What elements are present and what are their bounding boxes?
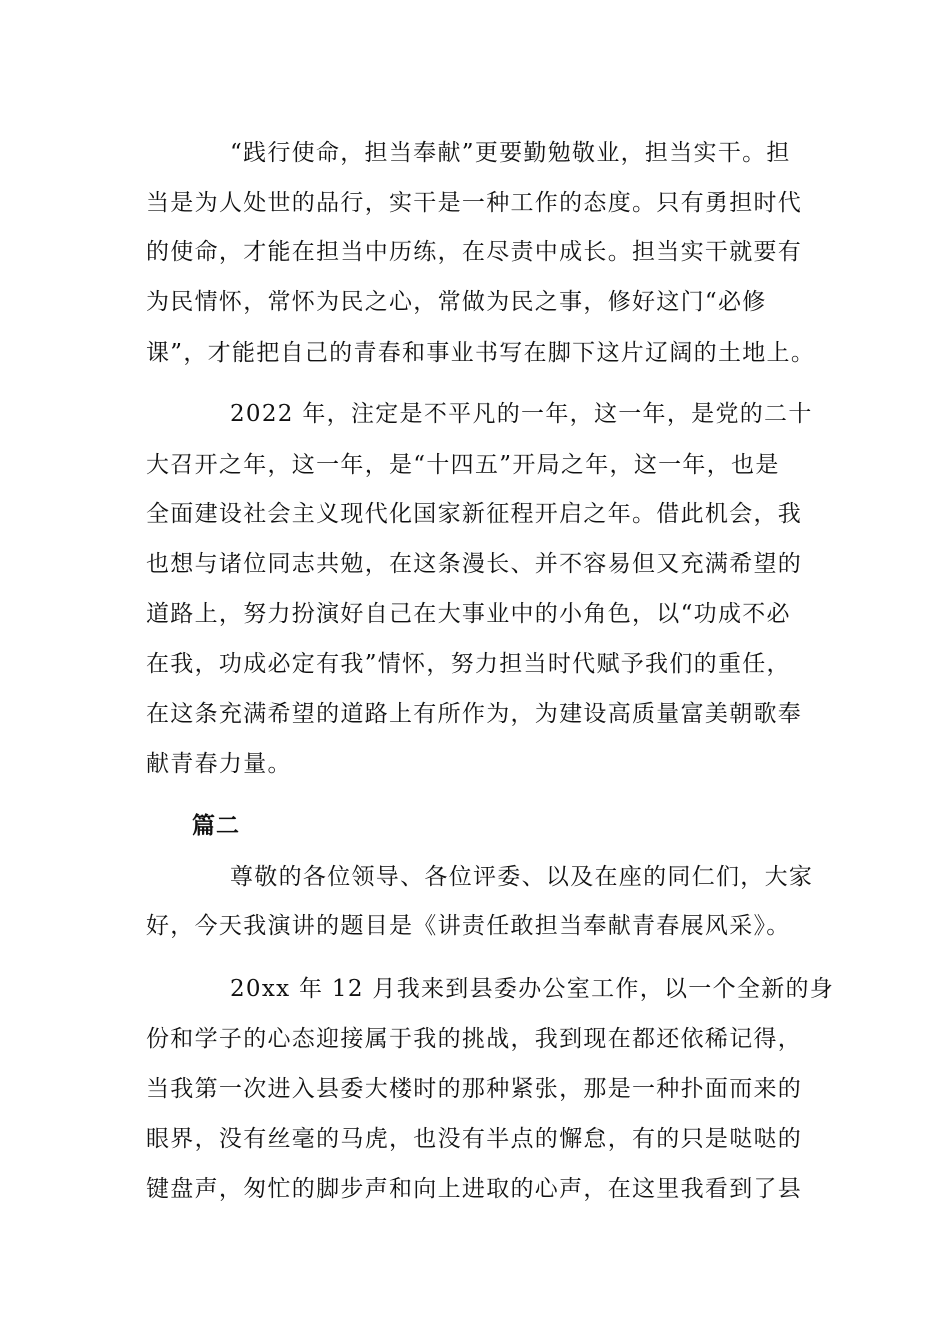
paragraph1-line-1: “践行使命，担当奉献”更要勤勉敬业，担当实干。担: [230, 140, 791, 166]
section-heading: 篇二: [192, 812, 240, 839]
paragraph4-line-5: 键盘声，匆忙的脚步声和向上进取的心声，在这里我看到了县: [146, 1176, 803, 1202]
paragraph2-line-5: 道路上，努力扮演好自己在大事业中的小角色，以“功成不必: [146, 601, 791, 627]
paragraph3-line-1: 尊敬的各位领导、各位评委、以及在座的同仁们，大家: [230, 864, 814, 890]
paragraph4-line-3: 当我第一次进入县委大楼时的那种紧张，那是一种扑面而来的: [146, 1076, 803, 1102]
paragraph1-line-3: 的使命，才能在担当中历练，在尽责中成长。担当实干就要有: [146, 239, 803, 265]
paragraph4-line-1: 20xx 年 12 月我来到县委办公室工作，以一个全新的身: [230, 976, 835, 1002]
paragraph1-line-2: 当是为人处世的品行，实干是一种工作的态度。只有勇担时代: [146, 190, 803, 216]
paragraph2-line-4: 也想与诸位同志共勉，在这条漫长、并不容易但又充满希望的: [146, 551, 803, 577]
paragraph2-line-8: 献青春力量。: [146, 751, 292, 777]
paragraph3-line-2: 好，今天我演讲的题目是《讲责任敢担当奉献青春展风采》。: [146, 913, 791, 939]
paragraph4-line-4: 眼界，没有丝毫的马虎，也没有半点的懈怠，有的只是哒哒的: [146, 1126, 803, 1152]
paragraph4-line-2: 份和学子的心态迎接属于我的挑战，我到现在都还依稀记得，: [146, 1026, 803, 1052]
paragraph2-line-3: 全面建设社会主义现代化国家新征程开启之年。借此机会，我: [146, 501, 803, 527]
paragraph2-line-2: 大召开之年，这一年，是“十四五”开局之年，这一年，也是: [146, 452, 780, 478]
paragraph2-line-6: 在我，功成必定有我”情怀，努力担当时代赋予我们的重任，: [146, 651, 791, 677]
paragraph2-line-7: 在这条充满希望的道路上有所作为，为建设高质量富美朝歌奉: [146, 701, 803, 727]
paragraph1-line-4: 为民情怀，常怀为民之心，常做为民之事，修好这门“必修: [146, 289, 767, 315]
paragraph2-line-1: 2022 年，注定是不平凡的一年，这一年，是党的二十: [230, 401, 813, 427]
paragraph1-line-5: 课”，才能把自己的青春和事业书写在脚下这片辽阔的土地上。: [146, 340, 816, 366]
